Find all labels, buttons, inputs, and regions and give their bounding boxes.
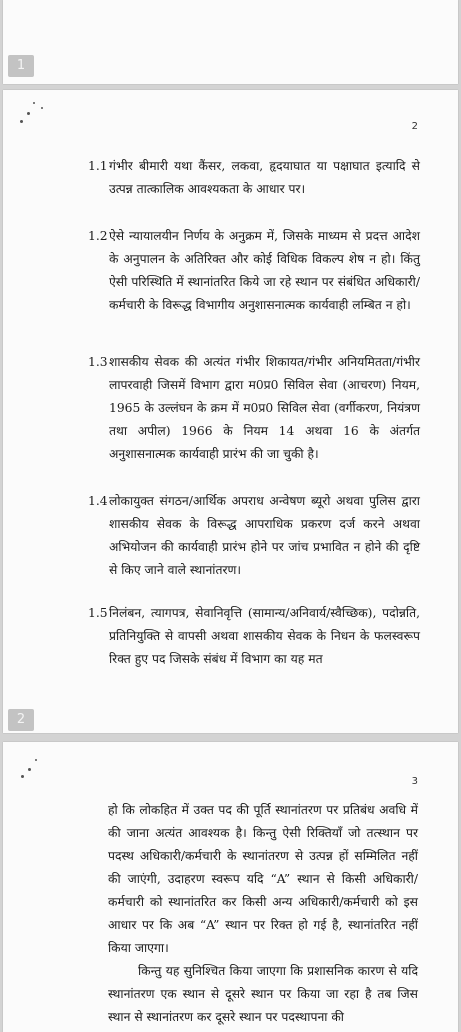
scan-speck [27,112,30,115]
page-3 [3,742,458,1032]
scan-speck [20,120,23,123]
item-number: 1.2 [88,229,108,243]
page-1 [3,0,458,84]
item-text: शासकीय सेवक की अत्यंत गंभीर शिकायत/गंभीर अनियमितता/गंभीर लापरवाही जिसमें विभाग द्वारा म0प्र0 सिविल सेवा (आचरण) नियम, 1965 के उल्लंघन के क्रम में म0प्र0 सिविल सेवा (वर्गीकरण, नियंत्रण तथा अपील) 1966 के नियम 14 अथवा 16 के अंतर्गत अनुशासनात्मक कार्यवाही प्रारंभ की जा चुकी है। [109,355,420,461]
scan-speck [28,768,31,771]
item-number: 1.3 [88,355,108,369]
item-number: 1.1 [88,159,108,173]
page-2 [3,90,458,733]
page-number: 2 [411,121,418,132]
item-text: निलंबन, त्यागपत्र, सेवानिवृत्ति (सामान्य/अनिवार्य/स्वैच्छिक), पदोन्नति, प्रतिनियुक्ति से वापसी अथवा शासकीय सेवक के निधन के फलस्वरूप रिक्त हुए पद जिसके संबंध में विभाग का यह मत [109,606,420,666]
list-item [88,225,420,317]
scan-speck [33,102,35,104]
list-item [88,602,420,671]
item-number: 1.4 [88,494,108,508]
page-badge-1[interactable]: 1 [8,55,34,77]
paragraph: हो कि लोकहित में उक्त पद की पूर्ति स्थानांतरण पर प्रतिबंध अवधि में की जाना अत्यंत आवश्यक है। किन्तु ऐसी रिक्तियाँ जो तत्स्थान पर पदस्थ अधिकारी/कर्मचारी के स्थानांतरण से उत्पन्न हों सम्मिलित नहीं की जाएंगी, उदाहरण स्वरूप यदि “A” स्थान से किसी अधिकारी/कर्मचारी को स्थानांतरित कर किसी अन्य अधिकारी/कर्मचारी को इस आधार पर कि अब “A” स्थान पर रिक्त हो गई है, स्थानांतरित नहीं किया जाएगा। [108,803,418,955]
list-item [88,351,420,466]
scan-speck [41,107,43,109]
scan-speck [21,775,24,778]
item-text: ऐसे न्यायालयीन निर्णय के अनुक्रम में, जिसके माध्यम से प्रदत्त आदेश के अनुपालन के अतिरिक्त और कोई विधिक विकल्प शेष न हो। किंतु ऐसी परिस्थिति में स्थानांतरित किये जा रहे स्थान पर संबंधित अधिकारी/कर्मचारी के विरूद्ध विभागीय अनुशासनात्मक कार्यवाही लम्बित न हो। [109,229,420,312]
scan-speck [35,759,37,761]
item-number: 1.5 [88,606,108,620]
list-item [88,490,420,582]
list-item [88,155,420,201]
paragraph: किन्तु यह सुनिश्चित किया जाएगा कि प्रशासनिक कारण से यदि स्थानांतरण एक स्थान से दूसरे स्थान पर किया जा रहा है तब जिस स्थान से स्थानांतरण कर दूसरे स्थान पर पदस्थापना की [108,964,418,1024]
item-text: गंभीर बीमारी यथा कैंसर, लकवा, हृदयाघात या पक्षाघात इत्यादि से उत्पन्न तात्कालिक आवश्यकता के आधार पर। [109,159,420,196]
page-badge-2[interactable]: 2 [8,709,34,731]
item-text: लोकायुक्त संगठन/आर्थिक अपराध अन्वेषण ब्यूरो अथवा पुलिस द्वारा शासकीय सेवक के विरूद्ध आपराधिक प्रकरण दर्ज करने अथवा अभियोजन की कार्यवाही प्रारंभ होने पर जांच प्रभावित न होने की दृष्टि से किए जाने वाले स्थानांतरण। [109,494,420,577]
page-number: 3 [411,776,418,787]
